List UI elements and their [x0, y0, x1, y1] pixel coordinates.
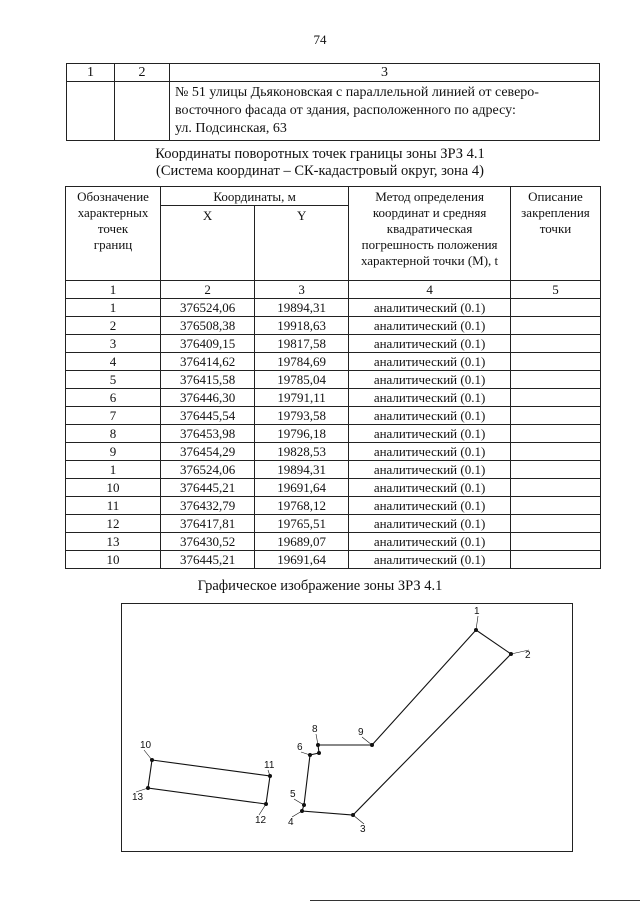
- x-cell: 376524,06: [161, 299, 255, 317]
- description-cell: [510, 551, 600, 569]
- coordinate-row: [66, 317, 601, 335]
- x-cell: 376453,98: [161, 425, 255, 443]
- description-header: Описание закрепления точки: [510, 187, 600, 281]
- method-cell: аналитический (0.1): [349, 461, 511, 479]
- y-cell: 19817,58: [255, 335, 349, 353]
- point-cell: 12: [66, 515, 161, 533]
- coordinate-row: [66, 299, 601, 317]
- continuation-body-row: [67, 82, 600, 141]
- zone-outline-secondary: [148, 760, 270, 804]
- method-cell: аналитический (0.1): [349, 371, 511, 389]
- header-col-3: 3: [170, 64, 600, 82]
- x-cell: 376454,29: [161, 443, 255, 461]
- description-cell: [510, 353, 600, 371]
- method-cell: аналитический (0.1): [349, 353, 511, 371]
- y-cell: 19791,11: [255, 389, 349, 407]
- y-cell: 19691,64: [255, 479, 349, 497]
- zone-drawing-svg: [122, 604, 572, 851]
- x-cell: 376446,30: [161, 389, 255, 407]
- drawing-caption: Графическое изображение зоны ЗРЗ 4.1: [197, 578, 443, 594]
- coordinate-row: [66, 515, 601, 533]
- col-number: 4: [349, 281, 511, 299]
- y-header: Y: [255, 206, 349, 281]
- point-leader-line: [362, 737, 372, 745]
- coordinate-row: [66, 425, 601, 443]
- column-number-row: [66, 281, 601, 299]
- point-cell: 10: [66, 551, 161, 569]
- x-cell: 376432,79: [161, 497, 255, 515]
- point-label: 11: [264, 760, 275, 771]
- point-leader-line: [353, 815, 364, 824]
- y-cell: 19785,04: [255, 371, 349, 389]
- point-label: 3: [360, 824, 366, 835]
- coordinate-row: [66, 533, 601, 551]
- x-cell: 376417,81: [161, 515, 255, 533]
- coordinate-row: [66, 443, 601, 461]
- continuation-header-row: [67, 64, 600, 82]
- y-cell: 19768,12: [255, 497, 349, 515]
- zone-description-line: ул. Подсинская, 63: [175, 121, 287, 136]
- description-cell: [510, 317, 600, 335]
- x-cell: 376415,58: [161, 371, 255, 389]
- col-number: 2: [161, 281, 255, 299]
- coordinate-row: [66, 407, 601, 425]
- y-cell: 19765,51: [255, 515, 349, 533]
- method-cell: аналитический (0.1): [349, 299, 511, 317]
- zone-description-line: восточного фасада от здания, расположенного по адресу:: [175, 103, 516, 118]
- method-cell: аналитический (0.1): [349, 443, 511, 461]
- point-label: 8: [312, 724, 318, 735]
- col-number: 5: [510, 281, 600, 299]
- method-cell: аналитический (0.1): [349, 479, 511, 497]
- coordinate-row: [66, 497, 601, 515]
- point-cell: 5: [66, 371, 161, 389]
- method-cell: аналитический (0.1): [349, 533, 511, 551]
- point-leader-line: [476, 616, 478, 630]
- x-cell: 376430,52: [161, 533, 255, 551]
- coords-header-row: [66, 187, 601, 206]
- coordinates-table: [65, 186, 601, 569]
- description-cell: [510, 299, 600, 317]
- method-header: Метод определения координат и средняя квадратическая погрешность положения характерной точки (M), t: [349, 187, 511, 281]
- zone-drawing: [121, 603, 573, 852]
- y-cell: 19796,18: [255, 425, 349, 443]
- x-cell: 376524,06: [161, 461, 255, 479]
- x-cell: 376508,38: [161, 317, 255, 335]
- description-cell: [510, 515, 600, 533]
- point-leader-line: [144, 750, 152, 760]
- point-cell: 13: [66, 533, 161, 551]
- method-cell: аналитический (0.1): [349, 515, 511, 533]
- point-label: 12: [255, 815, 267, 826]
- designation-header: Обозначение характерных точек границ: [66, 187, 161, 281]
- point-label: 1: [474, 606, 480, 617]
- description-cell: [510, 425, 600, 443]
- y-cell: 19918,63: [255, 317, 349, 335]
- y-cell: 19894,31: [255, 461, 349, 479]
- y-cell: 19894,31: [255, 299, 349, 317]
- zone-points: [132, 606, 531, 835]
- header-col-1: 1: [67, 64, 115, 82]
- point-cell: 6: [66, 389, 161, 407]
- description-cell: [510, 335, 600, 353]
- coordinates-header: Координаты, м: [161, 187, 349, 206]
- description-cell: [510, 461, 600, 479]
- point-label: 9: [358, 727, 364, 738]
- continuation-table: [66, 63, 600, 141]
- description-cell: [510, 407, 600, 425]
- description-cell: [510, 443, 600, 461]
- method-cell: аналитический (0.1): [349, 497, 511, 515]
- point-leader-line: [259, 804, 266, 815]
- point-cell: 9: [66, 443, 161, 461]
- zone-outlines: [148, 630, 511, 815]
- point-cell: 11: [66, 497, 161, 515]
- coordinate-row: [66, 551, 601, 569]
- coordinates-rows: [66, 299, 601, 569]
- point-label: 6: [297, 742, 303, 753]
- description-cell: [510, 533, 600, 551]
- point-cell: 10: [66, 479, 161, 497]
- description-cell: [510, 371, 600, 389]
- point-cell: 3: [66, 335, 161, 353]
- x-cell: 376445,54: [161, 407, 255, 425]
- point-cell: 4: [66, 353, 161, 371]
- point-label: 2: [525, 650, 531, 661]
- coordinate-row: [66, 371, 601, 389]
- coordinate-row: [66, 461, 601, 479]
- footer-rule: [310, 900, 640, 901]
- description-cell: [510, 497, 600, 515]
- coordinate-row: [66, 389, 601, 407]
- y-cell: 19784,69: [255, 353, 349, 371]
- boundary-point-marker: [317, 751, 321, 755]
- method-cell: аналитический (0.1): [349, 335, 511, 353]
- description-cell: [510, 479, 600, 497]
- y-cell: 19828,53: [255, 443, 349, 461]
- coordinate-row: [66, 479, 601, 497]
- point-cell: 7: [66, 407, 161, 425]
- x-cell: 376445,21: [161, 551, 255, 569]
- method-cell: аналитический (0.1): [349, 389, 511, 407]
- zone-description-line: № 51 улицы Дьяконовская с параллельной линией от северо-: [175, 85, 539, 100]
- point-label: 4: [288, 817, 294, 828]
- coords-caption-line-1: Координаты поворотных точек границы зоны ЗРЗ 4.1: [155, 146, 485, 162]
- point-cell: 1: [66, 461, 161, 479]
- coords-caption-line-2: (Система координат – СК-кадастровый округ, зона 4): [156, 163, 484, 179]
- body-col-1: [67, 82, 115, 141]
- method-cell: аналитический (0.1): [349, 317, 511, 335]
- point-label: 13: [132, 792, 144, 803]
- method-cell: аналитический (0.1): [349, 551, 511, 569]
- x-header: X: [161, 206, 255, 281]
- point-label: 5: [290, 789, 296, 800]
- zone-outline-main: [302, 630, 511, 815]
- header-col-2: 2: [115, 64, 170, 82]
- point-cell: 8: [66, 425, 161, 443]
- y-cell: 19691,64: [255, 551, 349, 569]
- coordinate-row: [66, 353, 601, 371]
- x-cell: 376445,21: [161, 479, 255, 497]
- method-cell: аналитический (0.1): [349, 425, 511, 443]
- point-cell: 1: [66, 299, 161, 317]
- col-number: 1: [66, 281, 161, 299]
- y-cell: 19793,58: [255, 407, 349, 425]
- x-cell: 376409,15: [161, 335, 255, 353]
- point-label: 10: [140, 740, 152, 751]
- method-cell: аналитический (0.1): [349, 407, 511, 425]
- y-cell: 19689,07: [255, 533, 349, 551]
- x-cell: 376414,62: [161, 353, 255, 371]
- point-cell: 2: [66, 317, 161, 335]
- body-col-2: [115, 82, 170, 141]
- col-number: 3: [255, 281, 349, 299]
- page-number: 74: [313, 32, 327, 47]
- description-cell: [510, 389, 600, 407]
- zone-description-cell: [170, 82, 600, 141]
- coordinate-row: [66, 335, 601, 353]
